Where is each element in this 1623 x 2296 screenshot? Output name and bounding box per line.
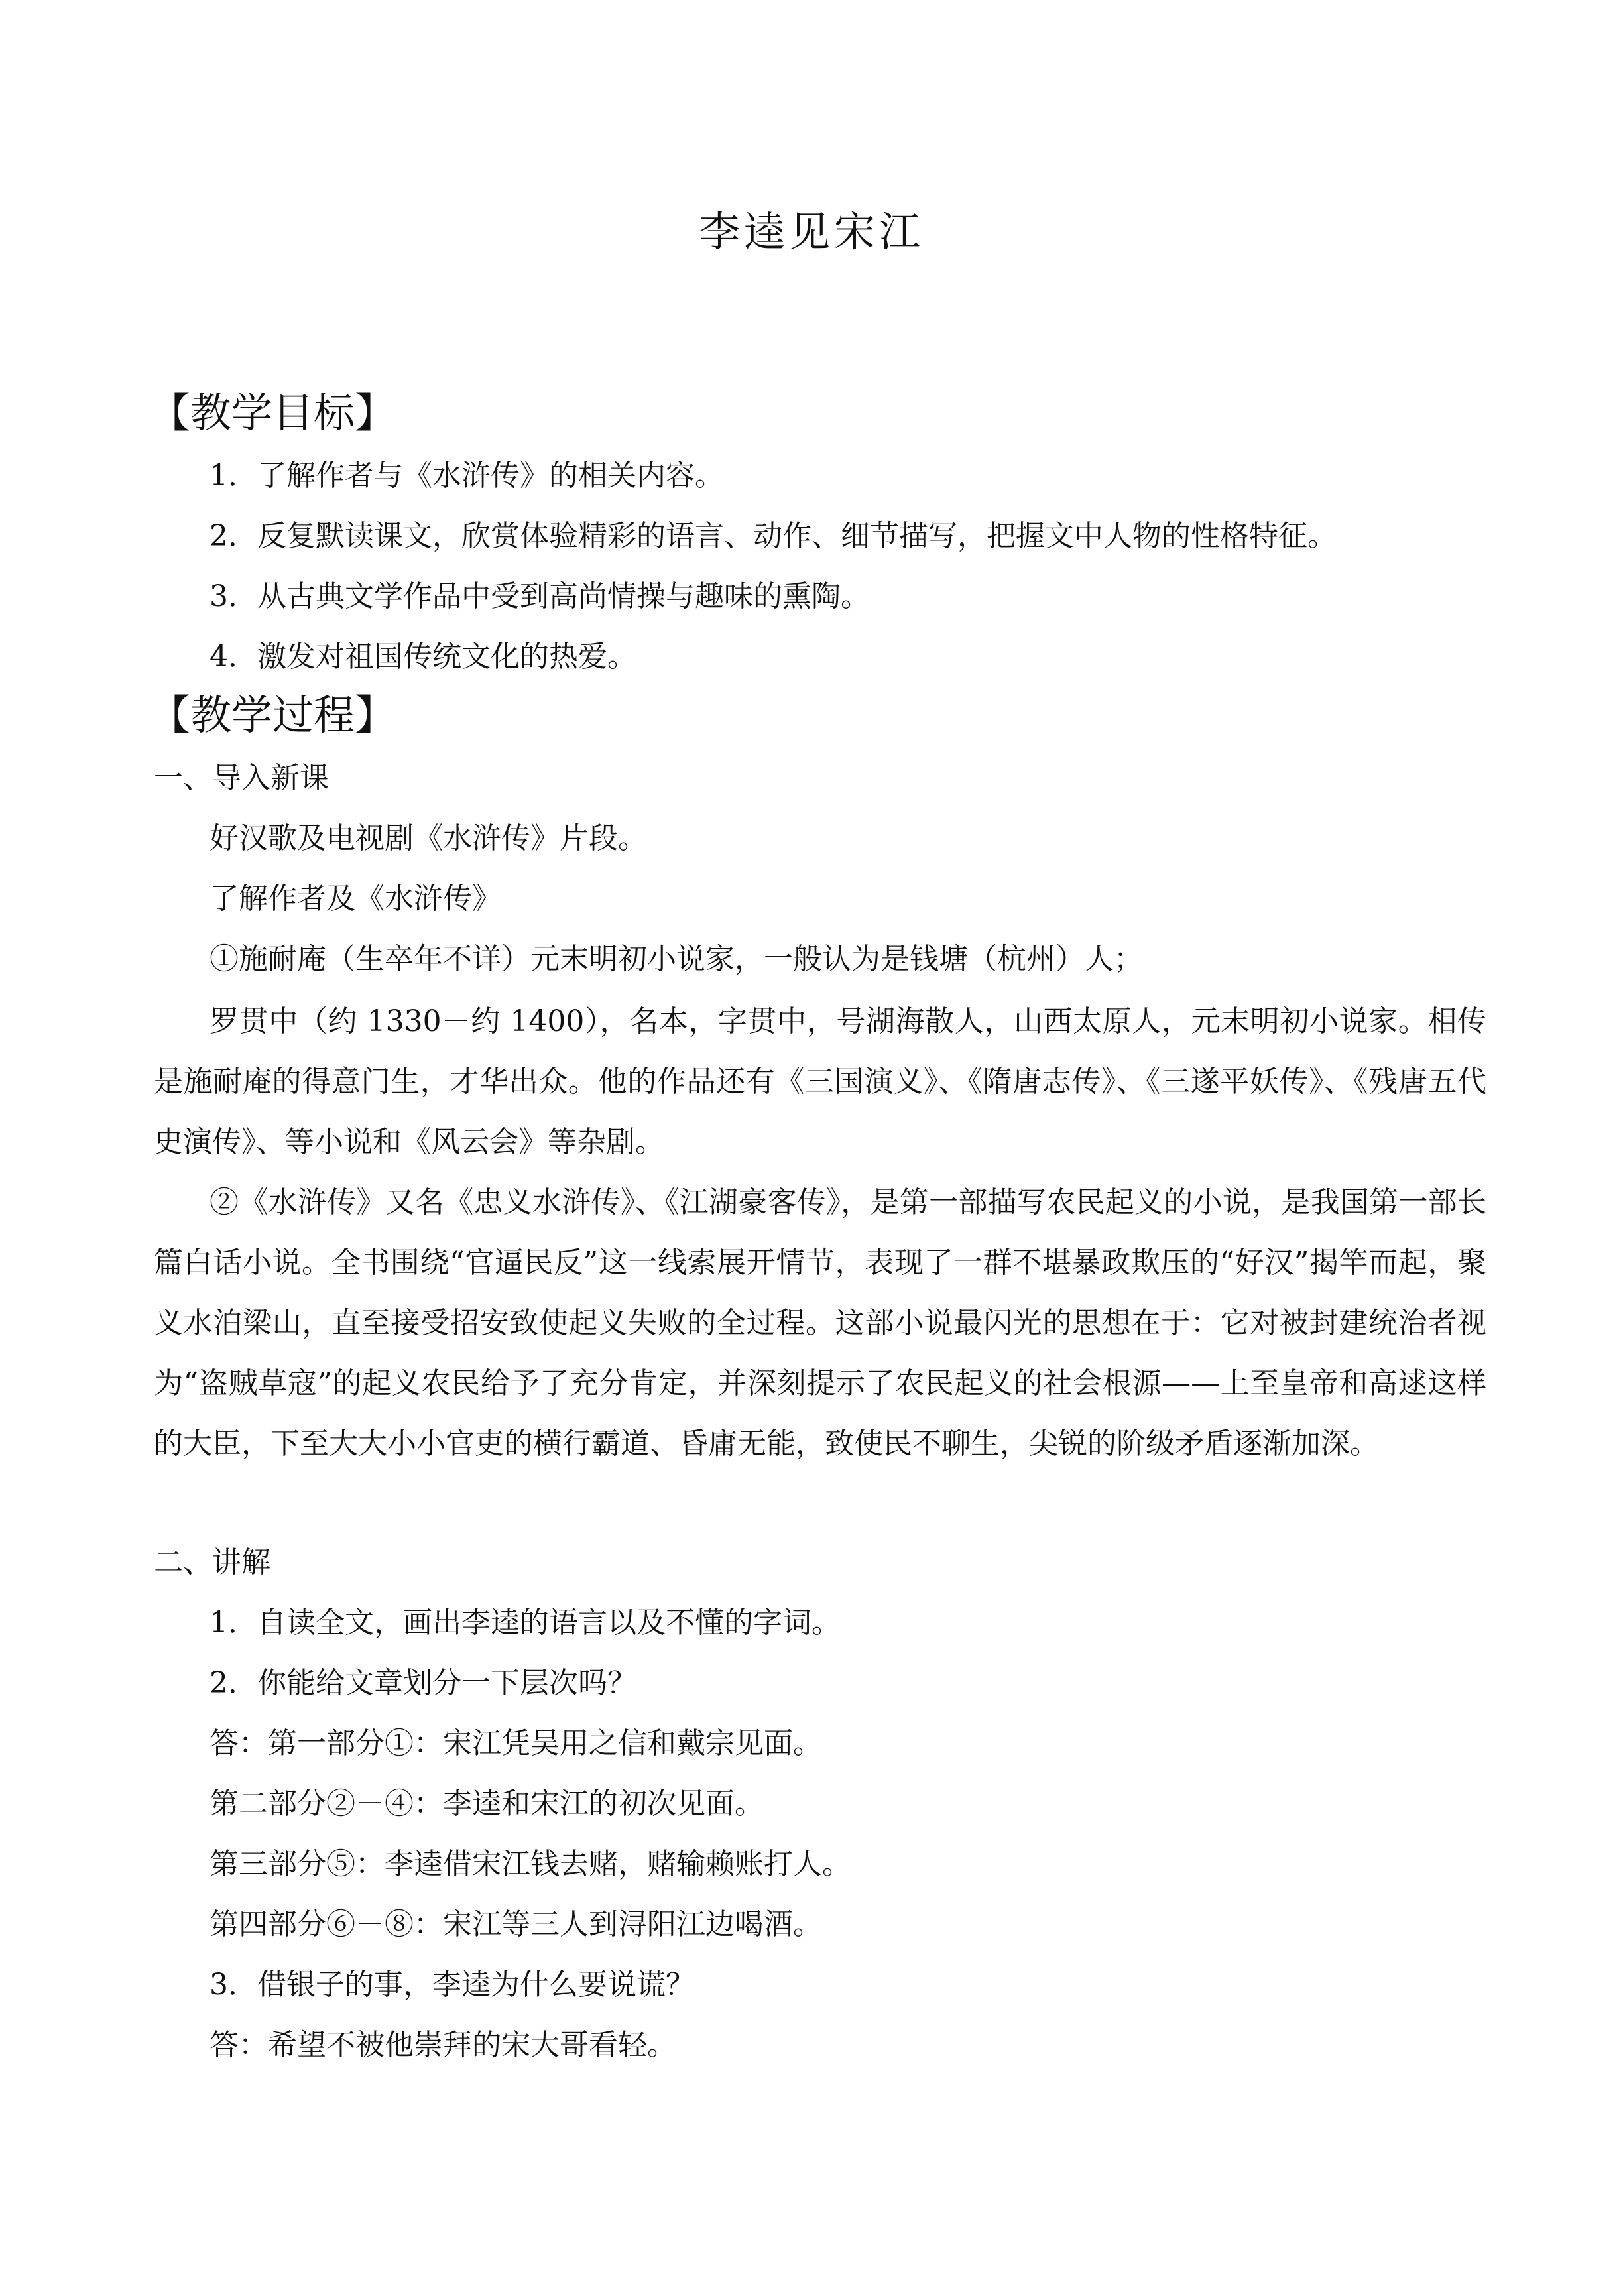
author-paragraph: 罗贯中（约 1330－约 1400），名本，字贯中，号湖海散人，山西太原人，元末明初小说家。相传是施耐庵的得意门生，才华出众。他的作品还有《三国演义》、《隋唐志传》、《三遂平妖传》、《残唐五代史演传》、等小说和《风云会》等杂剧。	[154, 1004, 1486, 1159]
author-paragraph: ①施耐庵（生卒年不详）元末明初小说家，一般认为是钱塘（杭州）人；	[210, 942, 1143, 976]
answer-line: 第三部分⑤：李逵借宋江钱去赌，赌输赖账打人。	[210, 1847, 851, 1881]
answer-line: 第二部分②－④：李逵和宋江的初次见面。	[210, 1787, 764, 1821]
goal-item: 4．激发对祖国传统文化的热爱。	[210, 640, 636, 674]
paragraph-line: 1．自读全文，画出李逵的语言以及不懂的字词。	[210, 1606, 841, 1640]
book-intro-paragraph: ②《水浒传》又名《忠义水浒传》、《江湖豪客传》，是第一部描写农民起义的小说，是我国第一部长篇白话小说。全书围绕“官逼民反”这一线索展开情节，表现了一群不堪暴政欺压的“好汉”揭竿而起，聚义水泊梁山，直至接受招安致使起义失败的全过程。这部小说最闪光的思想在于：它对被封建统治者视为“盗贼草寇”的起义农民给予了充分肯定，并深刻提示了农民起义的社会根源——上至皇帝和高逑这样的大臣，下至大大小小官吏的横行霸道、昏庸无能，致使民不聊生，尖锐的阶级矛盾逐渐加深。	[154, 1185, 1487, 1461]
paragraph-line: 了解作者及《水浒传》	[210, 882, 501, 916]
document-title: 李逵见宋江	[698, 208, 924, 256]
paragraph-line: 好汉歌及电视剧《水浒传》片段。	[210, 821, 647, 855]
part-title: 一、导入新课	[154, 761, 329, 795]
answer-line: 答：第一部分①：宋江凭吴用之信和戴宗见面。	[210, 1726, 822, 1760]
section-heading-process: 【教学过程】	[149, 691, 396, 739]
paragraph-line: 3．借银子的事，李逵为什么要说谎？	[210, 1968, 695, 2002]
goal-item: 2．反复默读课文，欣赏体验精彩的语言、动作、细节描写，把握文中人物的性格特征。	[210, 519, 1337, 553]
goal-item: 3．从古典文学作品中受到高尚情操与趣味的熏陶。	[210, 579, 870, 613]
goal-item: 1．了解作者与《水浒传》的相关内容。	[210, 459, 724, 493]
answer-line: 第四部分⑥－⑧：宋江等三人到浔阳江边喝酒。	[210, 1907, 822, 1941]
section-heading-goals: 【教学目标】	[149, 389, 396, 437]
answer-line: 答：希望不被他崇拜的宋大哥看轻。	[210, 2028, 676, 2062]
part-title: 二、讲解	[154, 1545, 270, 1579]
paragraph-line: 2．你能给文章划分一下层次吗？	[210, 1666, 636, 1700]
